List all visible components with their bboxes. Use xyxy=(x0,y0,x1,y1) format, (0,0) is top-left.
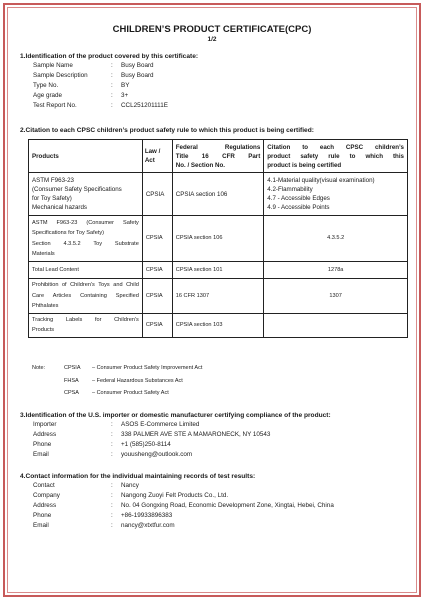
cell-line: ASTM F963-23 xyxy=(32,177,74,184)
cell-line: Prohibition of Children's Toys and Child xyxy=(32,282,139,288)
col-products-header: Products xyxy=(29,140,143,173)
records-contact-information xyxy=(33,481,403,531)
colon: : xyxy=(111,92,113,99)
product-cell xyxy=(29,173,143,216)
type-no-value: BY xyxy=(121,82,130,89)
field-label: Address xyxy=(33,431,57,438)
header-line: Title 16 CFR Part xyxy=(175,152,261,160)
colon: : xyxy=(111,82,113,89)
law-cell: CPSIA xyxy=(142,216,172,262)
colon: : xyxy=(111,431,113,438)
colon: : xyxy=(111,512,113,519)
field-label: Sample Name xyxy=(33,62,73,69)
field-label: Type No. xyxy=(33,82,59,89)
field-label: Phone xyxy=(33,441,52,448)
cell-line: 4.7 - Accessible Edges xyxy=(267,195,330,202)
importer-row xyxy=(33,420,403,429)
sample-name-row xyxy=(33,61,393,70)
cell-line: Materials xyxy=(32,251,55,257)
note-abbr: CPSA xyxy=(64,390,79,396)
table-row xyxy=(29,262,408,279)
importer-value: ASOS E-Commerce Limited xyxy=(121,421,200,428)
header-line: Federal Regulations xyxy=(175,143,261,151)
phone-value: +86-19933896383 xyxy=(121,512,173,519)
col-federal-header xyxy=(172,140,264,173)
type-no-row xyxy=(33,81,393,90)
cell-line: Mechanical hazards xyxy=(32,204,88,211)
address-value: No. 04 Gongxing Road, Economic Development Zone, Xingtai, Hebei, China xyxy=(121,502,334,509)
abbreviation-notes xyxy=(32,362,312,400)
test-report-row xyxy=(33,101,393,110)
address-value: 338 PALMER AVE STE A MAMARONECK, NY 10543 xyxy=(121,431,271,438)
colon: : xyxy=(111,522,113,529)
cell-line: (Consumer Safety Specifications xyxy=(32,186,122,193)
regulation-cell: 16 CFR 1307 xyxy=(172,279,264,314)
table-row xyxy=(29,216,408,262)
citation-cell xyxy=(264,173,408,216)
note-definition: – Federal Hazardous Substances Act xyxy=(92,377,183,384)
colon: : xyxy=(111,441,113,448)
note-label: Note: xyxy=(32,365,46,371)
citation-cell: 1307 xyxy=(264,279,408,314)
cell-line: Care Articles Containing Specified xyxy=(32,292,139,299)
test-report-value: CCL251201111E xyxy=(121,102,168,109)
cell-line: 4.1-Material quality(visual examination) xyxy=(267,177,375,184)
product-cell xyxy=(29,279,143,314)
header-line: No. / Section No. xyxy=(175,161,225,169)
header-line: product safety rule to which this xyxy=(267,152,404,160)
cell-line: ASTM F963-23 (Consumer Safety xyxy=(32,219,139,226)
field-label: Age grade xyxy=(33,92,63,99)
colon: : xyxy=(111,502,113,509)
colon: : xyxy=(111,62,113,69)
importer-identification xyxy=(33,420,403,460)
law-cell: CPSIA xyxy=(142,262,172,279)
law-cell: CPSIA xyxy=(142,173,172,216)
cell-line: 4.9 - Accessible Points xyxy=(267,204,330,211)
note-definition: – Consumer Product Safety Act xyxy=(92,390,169,396)
note-abbr: CPSIA xyxy=(64,365,81,371)
law-cell: CPSIA xyxy=(142,313,172,337)
regulation-cell: CPSIA section 106 xyxy=(172,173,264,216)
col-citation-header xyxy=(264,140,408,173)
field-label: Sample Description xyxy=(33,72,88,79)
field-label: Email xyxy=(33,522,49,529)
email-value: nancy@xtxtfur.com xyxy=(121,522,175,529)
page-number: 1/2 xyxy=(207,36,217,43)
contact-row xyxy=(33,481,403,490)
note-row xyxy=(32,387,312,400)
address-row xyxy=(33,430,403,439)
sample-description-value: Busy Board xyxy=(121,72,154,79)
sample-description-row xyxy=(33,71,393,80)
field-label: Address xyxy=(33,502,57,509)
section4-heading: 4.Contact information for the individual maintaining records of test results: xyxy=(20,473,256,480)
header-line: product is being certified xyxy=(267,161,342,169)
phone-value: +1 (585)250-8114 xyxy=(121,441,171,448)
col-law-header: Law / Act xyxy=(142,140,172,173)
citation-cell xyxy=(264,313,408,337)
cell-line: Specifications for Toy Safety) xyxy=(32,230,105,236)
regulation-cell: CPSIA section 103 xyxy=(172,313,264,337)
sample-name-value: Busy Board xyxy=(121,62,154,69)
cell-line: Phthalates xyxy=(32,303,59,309)
cell-line: 4.2-Flammability xyxy=(267,186,313,193)
field-label: Importer xyxy=(33,421,57,428)
note-definition: – Consumer Product Safety Improvement Act xyxy=(92,365,203,371)
colon: : xyxy=(111,102,113,109)
regulation-cell: CPSIA section 106 xyxy=(172,216,264,262)
header-line: Citation to each CPSC children’s xyxy=(267,143,404,151)
field-label: Contact xyxy=(33,482,55,489)
email-row xyxy=(33,450,403,459)
cell-line: Products xyxy=(32,327,55,333)
table-row xyxy=(29,279,408,314)
field-label: Company xyxy=(33,492,60,499)
cell-line: Tracking Labels for Children's xyxy=(32,316,139,323)
email-value: youusheng@outlook.com xyxy=(121,451,193,458)
section1-heading: 1.Identification of the product covered by this certificate: xyxy=(20,53,199,60)
note-row xyxy=(32,375,312,388)
colon: : xyxy=(111,492,113,499)
section2-heading: 2.Citation to each CPSC children’s product safety rule to which this product is being certified: xyxy=(20,127,314,134)
citation-cell: 4.3.5.2 xyxy=(264,216,408,262)
company-row xyxy=(33,491,403,500)
phone-row xyxy=(33,440,403,449)
note-row xyxy=(32,362,312,375)
cell-line: Section 4.3.5.2 Toy Substrate xyxy=(32,240,139,247)
law-cell: CPSIA xyxy=(142,279,172,314)
product-cell: Total Lead Content xyxy=(29,262,143,279)
field-label: Test Report No. xyxy=(33,102,77,109)
section3-heading: 3.Identification of the U.S. importer or domestic manufacturer certifying compliance of the product: xyxy=(20,412,331,419)
product-cell xyxy=(29,313,143,337)
colon: : xyxy=(111,421,113,428)
cpsc-rules-table xyxy=(28,139,408,338)
certificate-title: CHILDREN’S PRODUCT CERTIFICATE(CPC) xyxy=(112,24,312,35)
age-grade-row xyxy=(33,91,393,100)
table-row xyxy=(29,313,408,337)
product-identification xyxy=(33,61,393,111)
company-value: Nangong Zuoyi Felt Products Co., Ltd. xyxy=(121,492,229,499)
colon: : xyxy=(111,72,113,79)
cell-line: for Toy Safety) xyxy=(32,195,72,202)
table-row xyxy=(29,173,408,216)
address-row xyxy=(33,501,403,510)
regulation-cell: CPSIA section 101 xyxy=(172,262,264,279)
colon: : xyxy=(111,482,113,489)
phone-row xyxy=(33,511,403,520)
age-grade-value: 3+ xyxy=(121,92,129,99)
product-cell xyxy=(29,216,143,262)
field-label: Phone xyxy=(33,512,52,519)
colon: : xyxy=(111,451,113,458)
field-label: Email xyxy=(33,451,49,458)
contact-value: Nancy xyxy=(121,482,139,489)
table-header-row xyxy=(29,140,408,173)
email-row xyxy=(33,521,403,530)
note-abbr: FHSA xyxy=(64,377,79,384)
citation-cell: 1278a xyxy=(264,262,408,279)
